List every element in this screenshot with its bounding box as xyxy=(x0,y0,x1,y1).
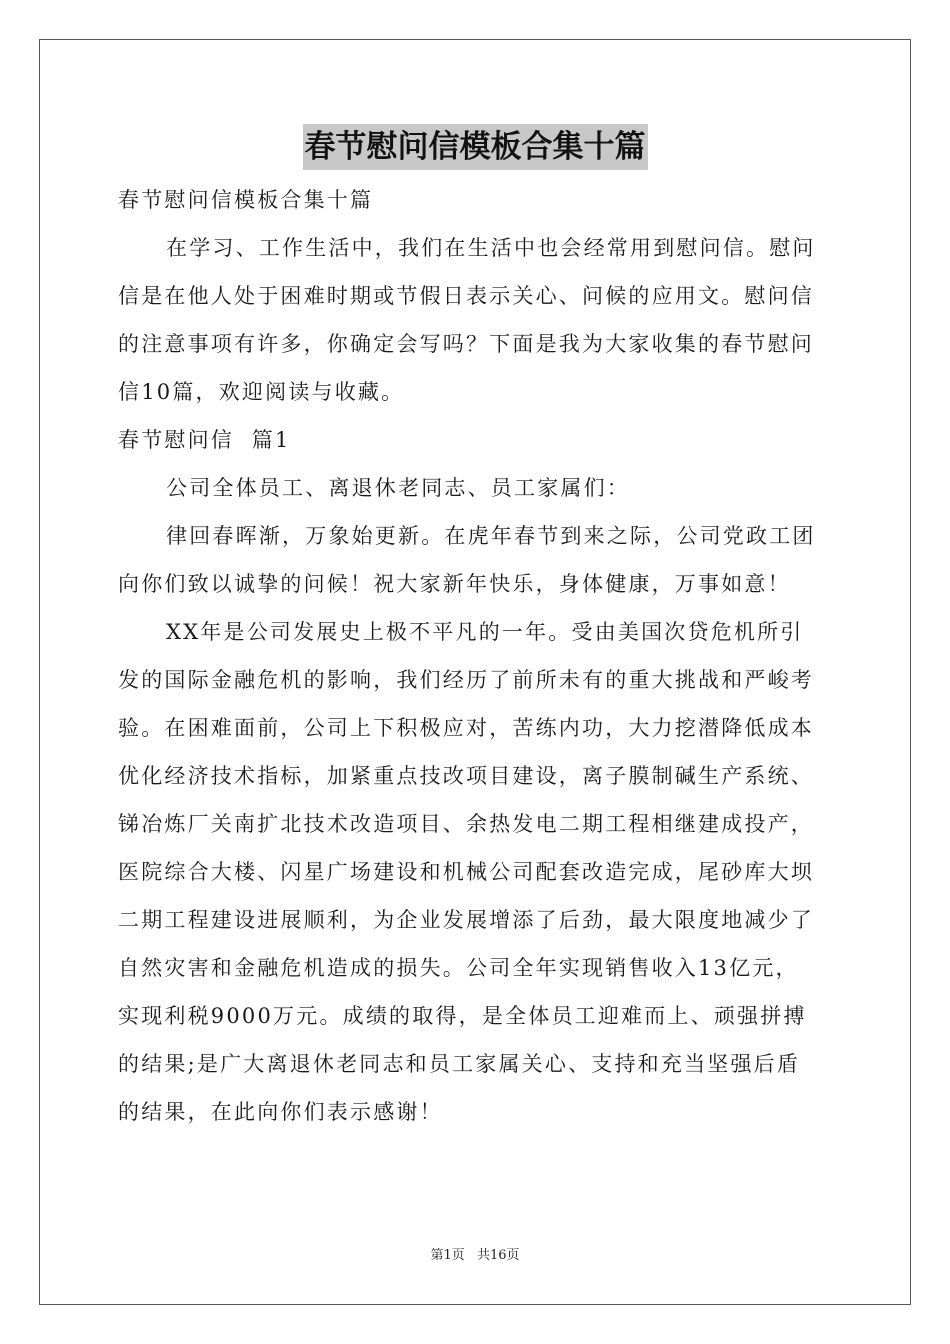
document-title: 春节慰问信模板合集十篇 xyxy=(303,124,648,170)
paragraph-line: 信10篇，欢迎阅读与收藏。 xyxy=(118,380,405,404)
paragraph-line: 医院综合大楼、闪星广场建设和机械公司配套改造完成，尾砂库大坝 xyxy=(118,860,814,884)
paragraph-line: 信是在他人处于困难时期或节假日表示关心、问候的应用文。慰问信 xyxy=(118,284,814,308)
paragraph-line: 的结果，在此向你们表示感谢！ xyxy=(118,1100,443,1124)
subtitle-line: 春节慰问信模板合集十篇 xyxy=(118,188,374,212)
paragraph-line: 优化经济技术指标，加紧重点技改项目建设，离子膜制碱生产系统、 xyxy=(118,764,814,788)
paragraph-line: 在学习、工作生活中，我们在生活中也会经常用到慰问信。慰问 xyxy=(166,236,816,260)
salutation-line: 公司全体员工、离退休老同志、员工家属们： xyxy=(166,476,630,500)
current-page-number: 第1页 xyxy=(430,1248,465,1263)
paragraph-line: 实现利税9000万元。成绩的取得，是全体员工迎难而上、顽强拼搏 xyxy=(118,1004,807,1028)
total-page-count: 共16页 xyxy=(476,1248,520,1263)
paragraph-line: 律回春晖渐，万象始更新。在虎年春节到来之际，公司党政工团 xyxy=(166,524,816,548)
paragraph-line: 的注意事项有许多，你确定会写吗？下面是我为大家收集的春节慰问 xyxy=(118,332,814,356)
paragraph-line: 自然灾害和金融危机造成的损失。公司全年实现销售收入13亿元， xyxy=(118,956,799,980)
paragraph-line: 的结果;是广大离退休老同志和员工家属关心、支持和充当坚强后盾 xyxy=(118,1052,801,1076)
paragraph-line: 验。在困难面前，公司上下积极应对，苦练内功，大力挖潜降低成本 xyxy=(118,716,814,740)
section-heading: 春节慰问信 篇1 xyxy=(118,428,291,452)
document-body xyxy=(118,176,832,1136)
paragraph-line: 向你们致以诚挚的问候！祝大家新年快乐，身体健康，万事如意！ xyxy=(118,572,791,596)
title-area xyxy=(0,124,950,170)
paragraph-line: 锑冶炼厂关南扩北技术改造项目、余热发电二期工程相继建成投产， xyxy=(118,812,814,836)
paragraph-line: 二期工程建设进展顺利，为企业发展增添了后劲，最大限度地减少了 xyxy=(118,908,814,932)
paragraph-line: 发的国际金融危机的影响，我们经历了前所未有的重大挑战和严峻考 xyxy=(118,668,814,692)
paragraph-line: XX年是公司发展史上极不平凡的一年。受由美国次贷危机所引 xyxy=(166,620,804,644)
page-footer xyxy=(0,1246,950,1266)
